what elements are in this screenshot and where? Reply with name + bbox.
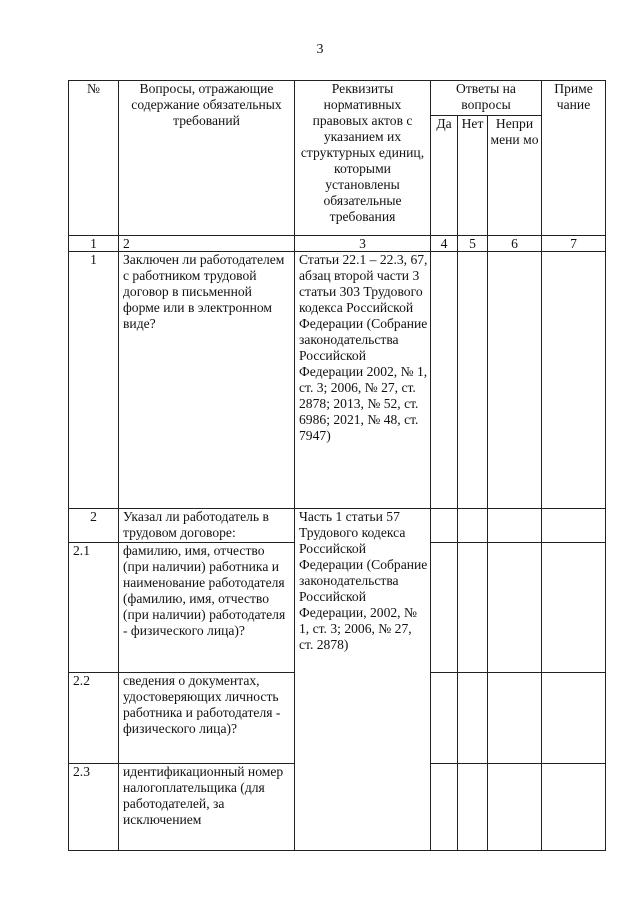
note-cell[interactable]	[542, 543, 606, 673]
answer-not-applicable-cell[interactable]	[488, 543, 542, 673]
answer-no-cell[interactable]	[458, 509, 488, 543]
header-note: Приме чание	[542, 81, 606, 236]
answer-yes-cell[interactable]	[431, 764, 458, 851]
row-requisites: Часть 1 статьи 57 Трудового кодекса Российской Федерации (Собрание законодательства Российской Федерации, 2002, № 1, ст. 3; 2006, № 27, ст. 2878)	[295, 509, 431, 851]
column-index: 7	[542, 236, 606, 252]
column-index: 5	[458, 236, 488, 252]
row-question: Указал ли работодатель в трудовом договоре:	[119, 509, 295, 543]
answer-yes-cell[interactable]	[431, 543, 458, 673]
answer-not-applicable-cell[interactable]	[488, 673, 542, 764]
answer-not-applicable-cell[interactable]	[488, 764, 542, 851]
checklist-table	[68, 80, 606, 851]
answer-yes-cell[interactable]	[431, 673, 458, 764]
header-requisites: Реквизиты нормативных правовых актов с указанием их структурных единиц, которыми установлены обязательные требования	[295, 81, 431, 236]
row-requisites: Статьи 22.1 – 22.3, 67, абзац второй части 3 статьи 303 Трудового кодекса Российской Федерации (Собрание законодательства Российской Федерации 2002, № 1, ст. 3; 2006, № 27, ст. 2878; 2013, № 52, ст. 6986; 2021, № 48, ст. 7947)	[295, 252, 431, 509]
header-num: №	[69, 81, 119, 236]
header-yes: Да	[431, 116, 458, 236]
note-cell[interactable]	[542, 673, 606, 764]
row-question: сведения о документах, удостоверяющих личность работника и работодателя - физического лица)?	[119, 673, 295, 764]
answer-no-cell[interactable]	[458, 252, 488, 509]
note-cell[interactable]	[542, 509, 606, 543]
answer-yes-cell[interactable]	[431, 252, 458, 509]
header-row	[69, 81, 606, 116]
row-number: 1	[69, 252, 119, 509]
table-row	[69, 509, 606, 543]
table-row	[69, 252, 606, 509]
header-questions: Вопросы, отражающие содержание обязательных требований	[119, 81, 295, 236]
answer-not-applicable-cell[interactable]	[488, 252, 542, 509]
row-number: 2	[69, 509, 119, 543]
answer-no-cell[interactable]	[458, 764, 488, 851]
answer-yes-cell[interactable]	[431, 509, 458, 543]
column-index: 4	[431, 236, 458, 252]
header-answers: Ответы на вопросы	[431, 81, 542, 116]
answer-no-cell[interactable]	[458, 543, 488, 673]
column-index-row	[69, 236, 606, 252]
row-number: 2.3	[69, 764, 119, 851]
note-cell[interactable]	[542, 764, 606, 851]
header-no: Нет	[458, 116, 488, 236]
column-index: 2	[119, 236, 295, 252]
row-number: 2.2	[69, 673, 119, 764]
answer-no-cell[interactable]	[458, 673, 488, 764]
column-index: 1	[69, 236, 119, 252]
note-cell[interactable]	[542, 252, 606, 509]
row-question: Заключен ли работодателем с работником трудовой договор в письменной форме или в электронном виде?	[119, 252, 295, 509]
row-number: 2.1	[69, 543, 119, 673]
row-question: фамилию, имя, отчество (при наличии) работника и наименование работодателя (фамилию, имя, отчество (при наличии) работодателя - физического лица)?	[119, 543, 295, 673]
header-not-applicable: Непри мени мо	[488, 116, 542, 236]
answer-not-applicable-cell[interactable]	[488, 509, 542, 543]
page-number: 3	[316, 42, 324, 57]
column-index: 3	[295, 236, 431, 252]
row-question: идентификационный номер налогоплательщика (для работодателей, за исключением	[119, 764, 295, 851]
column-index: 6	[488, 236, 542, 252]
